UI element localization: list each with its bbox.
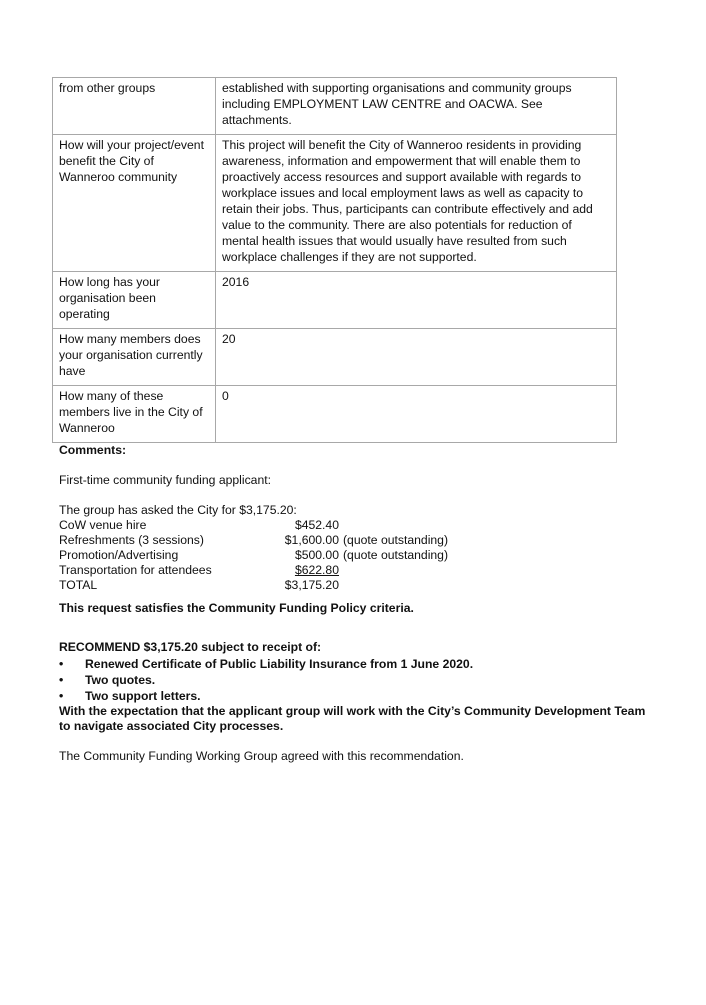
request-intro: The group has asked the City for $3,175.20: xyxy=(59,503,297,517)
cost-label: Promotion/Advertising xyxy=(59,548,179,562)
agreement-note: The Community Funding Working Group agreed with this recommendation. xyxy=(59,749,464,763)
policy-statement: This request satisfies the Community Funding Policy criteria. xyxy=(59,601,414,615)
application-table xyxy=(52,77,617,443)
bullet-icon: • xyxy=(59,657,64,671)
table-row xyxy=(53,329,617,386)
table-row xyxy=(53,78,617,135)
question-cell: How many of these members live in the City of Wanneroo xyxy=(53,386,216,443)
bullet-icon: • xyxy=(59,673,64,687)
comments-section xyxy=(59,443,659,764)
cost-label: Refreshments (3 sessions) xyxy=(59,533,204,547)
cost-row xyxy=(59,548,659,563)
list-item: • Renewed Certificate of Public Liability Insurance from 1 June 2020. xyxy=(59,657,474,671)
question-cell: How will your project/event benefit the City of Wanneroo community xyxy=(53,135,216,272)
cost-amount: $622.80 xyxy=(294,563,339,577)
cost-amount: $1,600.00 xyxy=(284,533,339,547)
conditions-list xyxy=(59,656,659,704)
cost-amount: $3,175.20 xyxy=(284,578,339,592)
recommendation: RECOMMEND $3,175.20 subject to receipt of: xyxy=(59,640,322,654)
answer-cell: established with supporting organisations and community groups including EMPLOYMENT LAW CENTRE and OACWA. See attachments. xyxy=(216,78,617,135)
cost-total-row xyxy=(59,578,659,593)
answer-cell: 0 xyxy=(216,386,617,443)
cost-label: TOTAL xyxy=(59,578,98,592)
cost-label: CoW venue hire xyxy=(59,518,147,532)
table-row xyxy=(53,135,617,272)
cost-row xyxy=(59,563,659,578)
first-time-note: First-time community funding applicant: xyxy=(59,473,272,487)
expectation-note: With the expectation that the applicant group will work with the City’s Community Development Team to navigate associated City processes. xyxy=(59,704,646,733)
answer-cell: 2016 xyxy=(216,272,617,329)
answer-cell: This project will benefit the City of Wanneroo residents in providing awareness, information and empowerment that will enable them to proactively access resources and support available with regards to workplace issues and local employment laws as well as capacity to retain their jobs. Thus, participants can contribute effectively and add value to the community. There are also potentials for reduction of mental health issues that would usually have resulted from such workplace challenges if they are not supported. xyxy=(216,135,617,272)
comments-heading: Comments: xyxy=(59,443,127,457)
cost-row xyxy=(59,518,659,533)
question-cell: from other groups xyxy=(53,78,216,135)
table-row xyxy=(53,272,617,329)
list-item: • Two support letters. xyxy=(59,689,201,703)
cost-amount: $452.40 xyxy=(294,518,339,532)
answer-cell: 20 xyxy=(216,329,617,386)
cost-note: (quote outstanding) xyxy=(343,533,449,547)
table-row xyxy=(53,386,617,443)
cost-note: (quote outstanding) xyxy=(343,548,449,562)
cost-amount: $500.00 xyxy=(294,548,339,562)
bullet-icon: • xyxy=(59,689,64,703)
cost-label: Transportation for attendees xyxy=(59,563,212,577)
cost-row xyxy=(59,533,659,548)
question-cell: How long has your organisation been operating xyxy=(53,272,216,329)
list-item: • Two quotes. xyxy=(59,673,156,687)
question-cell: How many members does your organisation currently have xyxy=(53,329,216,386)
